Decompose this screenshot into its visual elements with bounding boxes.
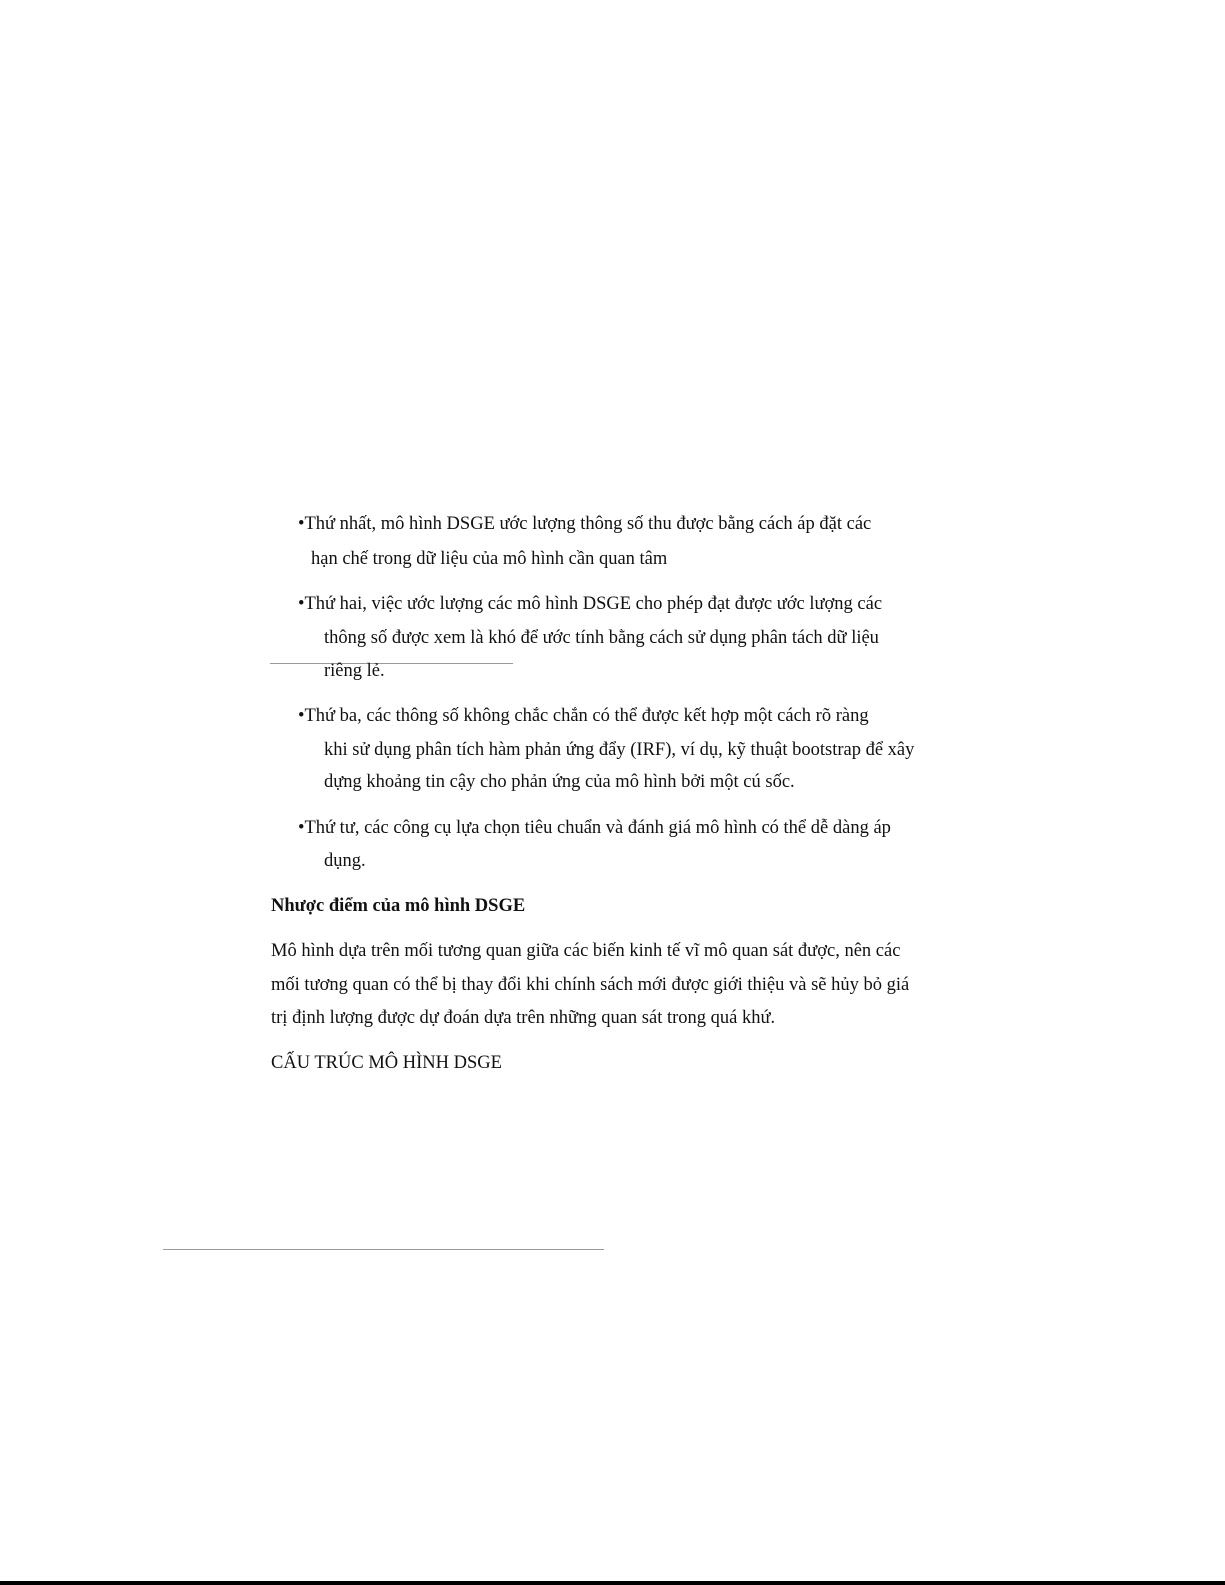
- page-footer-rule: [163, 1249, 604, 1250]
- section-heading: Nhược điểm của mô hình DSGE: [271, 896, 526, 916]
- page-bottom-border: [0, 1581, 1225, 1585]
- paragraph-line-3: trị định lượng được dự đoán dựa trên những quan sát trong quá khứ.: [271, 1008, 776, 1028]
- bullet-1-line-2: hạn chế trong dữ liệu của mô hình cần quan tâm: [311, 549, 668, 569]
- paragraph-line-1: Mô hình dựa trên mối tương quan giữa các biến kinh tế vĩ mô quan sát được, nên các: [271, 941, 901, 961]
- bullet-4-line-2: dụng.: [324, 851, 366, 871]
- bullet-3-line-3: dựng khoảng tin cậy cho phản ứng của mô hình bởi một cú sốc.: [324, 772, 795, 792]
- footnote-separator-rule: [270, 663, 513, 664]
- bullet-1-line-1: •Thứ nhất, mô hình DSGE ước lượng thông số thu được bằng cách áp đặt các: [298, 514, 872, 534]
- bullet-2-line-3: riêng lẻ.: [324, 661, 385, 681]
- paragraph-line-2: mối tương quan có thể bị thay đổi khi chính sách mới được giới thiệu và sẽ hủy bỏ giá: [271, 975, 910, 995]
- section-title: CẤU TRÚC MÔ HÌNH DSGE: [271, 1053, 502, 1073]
- bullet-4-line-1: •Thứ tư, các công cụ lựa chọn tiêu chuẩn và đánh giá mô hình có thể dễ dàng áp: [298, 818, 891, 838]
- bullet-2-line-2: thông số được xem là khó để ước tính bằng cách sử dụng phân tách dữ liệu: [324, 628, 879, 648]
- bullet-3-line-1: •Thứ ba, các thông số không chắc chắn có thể được kết hợp một cách rõ ràng: [298, 706, 869, 726]
- bullet-2-line-1: •Thứ hai, việc ước lượng các mô hình DSGE cho phép đạt được ước lượng các: [298, 594, 883, 614]
- bullet-3-line-2: khi sử dụng phân tích hàm phản ứng đẩy (IRF), ví dụ, kỹ thuật bootstrap để xây: [324, 740, 915, 760]
